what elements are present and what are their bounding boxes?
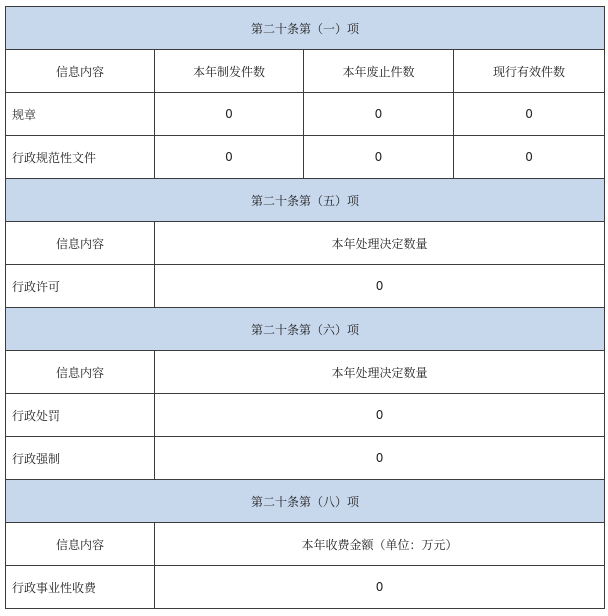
column-header-row: [6, 351, 605, 394]
table-cell: 0: [155, 136, 304, 179]
column-header: 信息内容: [6, 50, 155, 93]
table-cell: 0: [155, 394, 605, 437]
table-row: [6, 136, 605, 179]
column-header: 本年处理决定数量: [155, 222, 605, 265]
table-row: [6, 566, 605, 609]
column-header: 本年收费金额（单位：万元）: [155, 523, 605, 566]
table-row: [6, 437, 605, 480]
row-label: 行政事业性收费: [6, 566, 155, 609]
row-label: 行政规范性文件: [6, 136, 155, 179]
section-header-row: [6, 308, 605, 351]
disclosure-table: [5, 6, 605, 609]
column-header: 信息内容: [6, 523, 155, 566]
section-header-row: [6, 7, 605, 50]
table-cell: 0: [304, 136, 454, 179]
row-label: 行政许可: [6, 265, 155, 308]
table-row: [6, 394, 605, 437]
table-cell: 0: [454, 93, 605, 136]
section-header-row: [6, 480, 605, 523]
table-cell: 0: [304, 93, 454, 136]
table-row: [6, 93, 605, 136]
column-header-row: [6, 50, 605, 93]
row-label: 规章: [6, 93, 155, 136]
table-row: [6, 265, 605, 308]
column-header: 信息内容: [6, 222, 155, 265]
table-cell: 0: [155, 437, 605, 480]
section-title: 第二十条第（八）项: [6, 480, 605, 523]
row-label: 行政强制: [6, 437, 155, 480]
column-header: 本年处理决定数量: [155, 351, 605, 394]
row-label: 行政处罚: [6, 394, 155, 437]
column-header-row: [6, 523, 605, 566]
section-title: 第二十条第（一）项: [6, 7, 605, 50]
column-header-row: [6, 222, 605, 265]
column-header: 本年废止件数: [304, 50, 454, 93]
column-header: 信息内容: [6, 351, 155, 394]
column-header: 本年制发件数: [155, 50, 304, 93]
table-cell: 0: [155, 93, 304, 136]
table-cell: 0: [155, 265, 605, 308]
section-title: 第二十条第（五）项: [6, 179, 605, 222]
table-cell: 0: [454, 136, 605, 179]
column-header: 现行有效件数: [454, 50, 605, 93]
section-title: 第二十条第（六）项: [6, 308, 605, 351]
table-cell: 0: [155, 566, 605, 609]
section-header-row: [6, 179, 605, 222]
